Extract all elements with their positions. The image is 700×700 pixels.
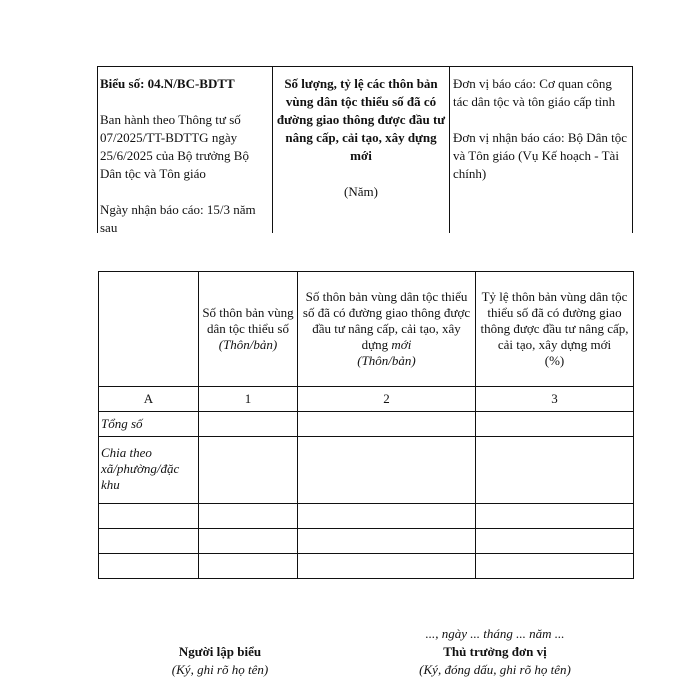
table-cell[interactable] <box>99 529 199 554</box>
column-header-2 <box>298 272 476 387</box>
row-label-total: Tổng số <box>99 412 199 437</box>
row-label-breakdown: Chia theo xã/phường/đặc khu <box>99 437 199 504</box>
table-cell[interactable] <box>99 554 199 579</box>
column-header-1 <box>199 272 298 387</box>
receive-date: Ngày nhận báo cáo: 15/3 năm sau <box>100 202 256 235</box>
column-header-label: Số thôn bản vùng dân tộc thiểu số đã có đường giao thông được đầu tư nâng cấp, cải tạo, xây dựng <box>302 289 471 352</box>
signature-head-of-unit <box>370 625 620 679</box>
table-cell[interactable] <box>199 554 298 579</box>
header-left-cell <box>97 67 273 233</box>
column-index-2: 2 <box>298 387 476 412</box>
column-header-unit: (Thôn/bản) <box>218 337 278 352</box>
table-cell[interactable] <box>199 437 298 504</box>
header-right-cell <box>449 67 633 233</box>
table-cell[interactable] <box>476 554 634 579</box>
table-cell[interactable] <box>199 504 298 529</box>
signature-note: (Ký, ghi rõ họ tên) <box>171 662 269 677</box>
table-cell[interactable] <box>298 554 476 579</box>
table-cell[interactable] <box>199 529 298 554</box>
table-cell[interactable] <box>298 504 476 529</box>
column-header-label: Số thôn bản vùng dân tộc thiểu số <box>202 305 294 336</box>
reporting-unit: Đơn vị báo cáo: Cơ quan công tác dân tộc và tôn giáo cấp tỉnh <box>453 76 616 109</box>
form-number: Biểu số: 04.N/BC-BDTT <box>100 76 235 91</box>
table-cell[interactable] <box>476 412 634 437</box>
table-header-row <box>99 272 634 387</box>
signature-preparer <box>120 643 320 679</box>
receiving-unit: Đơn vị nhận báo cáo: Bộ Dân tộc và Tôn giáo (Vụ Kế hoạch - Tài chính) <box>453 130 628 181</box>
signature-title: Thủ trưởng đơn vị <box>443 644 547 659</box>
table-cell[interactable] <box>476 504 634 529</box>
header-center-cell <box>273 67 449 233</box>
table-cell[interactable] <box>476 437 634 504</box>
issuing-regulation: Ban hành theo Thông tư số 07/2025/TT-BDTTG ngày 25/6/2025 của Bộ trưởng Bộ Dân tộc và Tôn giáo <box>100 112 249 181</box>
table-cell[interactable] <box>199 412 298 437</box>
column-index-a: A <box>99 387 199 412</box>
table-cell[interactable] <box>298 437 476 504</box>
table-cell[interactable] <box>298 529 476 554</box>
signature-title: Người lập biểu <box>178 644 262 659</box>
table-row-total <box>99 412 634 437</box>
report-title: Số lượng, tỷ lệ các thôn bản vùng dân tộc thiểu số đã có đường giao thông được đầu tư nâng cấp, cải tạo, xây dựng mới <box>276 76 446 163</box>
column-index-3: 3 <box>476 387 634 412</box>
table-cell[interactable] <box>99 504 199 529</box>
column-header-unit: (%) <box>544 353 565 368</box>
column-header-label-emphasis: mới <box>391 337 412 352</box>
signature-date-line: ..., ngày ... tháng ... năm ... <box>425 626 565 641</box>
table-cell[interactable] <box>298 412 476 437</box>
report-table <box>98 271 634 579</box>
column-header-unit: (Thôn/bản) <box>357 353 416 368</box>
table-cell[interactable] <box>476 529 634 554</box>
column-index-row <box>99 387 634 412</box>
column-index-1: 1 <box>199 387 298 412</box>
table-row <box>99 504 634 529</box>
report-header <box>97 66 633 233</box>
table-row-breakdown <box>99 437 634 504</box>
column-header-3 <box>476 272 634 387</box>
table-row <box>99 529 634 554</box>
column-header-label: Tỷ lệ thôn bản vùng dân tộc thiểu số đã có đường giao thông được đầu tư nâng cấp, cải tạo, xây dựng mới <box>480 289 629 352</box>
table-row <box>99 554 634 579</box>
report-period: (Năm) <box>344 184 378 199</box>
column-header-a <box>99 272 199 387</box>
signature-note: (Ký, đóng dấu, ghi rõ họ tên) <box>419 662 571 677</box>
